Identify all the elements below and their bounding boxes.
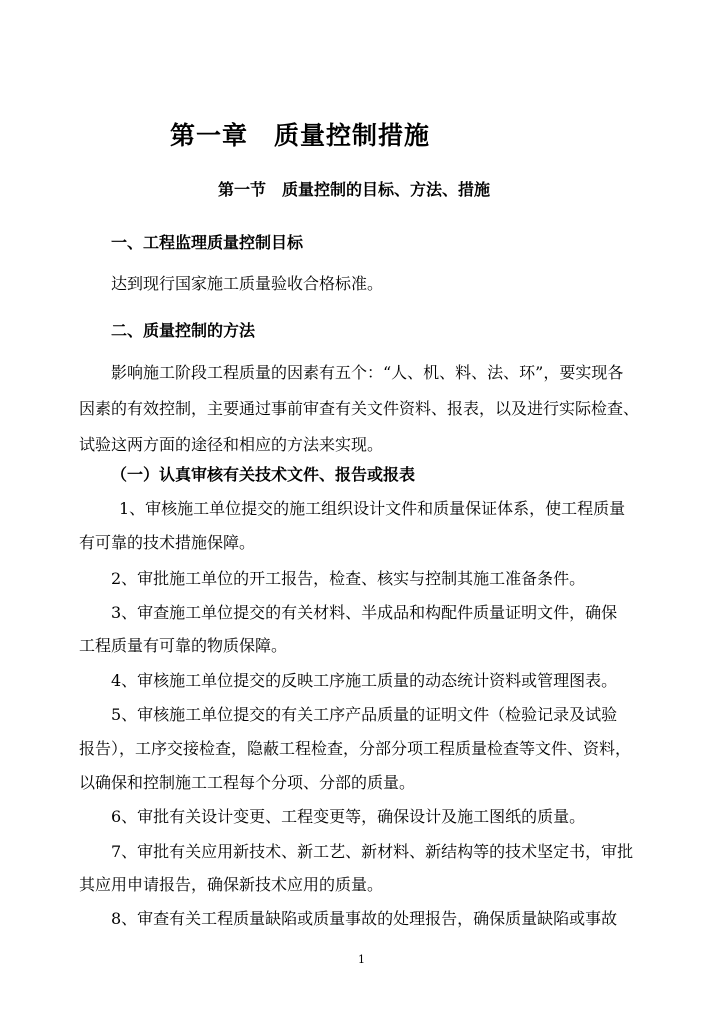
item-line: 6、审批有关设计变更、工程变更等，确保设计及施工图纸的质量。 <box>111 807 586 826</box>
subheading-review: （一）认真审核有关技术文件、报告或报表 <box>111 465 416 484</box>
item-line: 工程质量有可靠的物质保障。 <box>79 636 288 655</box>
item-line: 1、审核施工单位提交的施工组织设计文件和质量保证体系，使工程质量 <box>119 499 626 518</box>
intro-line: 影响施工阶段工程质量的因素有五个：“人、机、料、法、环”，要实现各 <box>111 363 624 382</box>
item-line: 2、审批施工单位的开工报告，检查、核实与控制其施工准备条件。 <box>111 569 586 588</box>
intro-line: 试验这两方面的途径和相应的方法来实现。 <box>79 435 384 454</box>
item-line: 有可靠的技术措施保障。 <box>79 533 256 552</box>
item-line: 4、审核施工单位提交的反映工序施工质量的动态统计资料或管理图表。 <box>111 671 618 690</box>
item-line: 报告），工序交接检查，隐蔽工程检查，分部分项工程质量检查等文件、资料， <box>79 739 632 758</box>
item-line: 5、审核施工单位提交的有关工序产品质量的证明文件（检验记录及试验 <box>111 705 618 724</box>
item-line: 其应用申请报告，确保新技术应用的质量。 <box>79 875 384 894</box>
chapter-title: 第一章 质量控制措施 <box>170 121 431 150</box>
heading-goal: 一、工程监理质量控制目标 <box>111 233 304 252</box>
item-line: 以确保和控制施工工程每个分项、分部的质量。 <box>79 773 416 792</box>
heading-methods: 二、质量控制的方法 <box>111 321 256 340</box>
section-title: 第一节 质量控制的目标、方法、措施 <box>218 180 491 199</box>
item-line: 3、审查施工单位提交的有关材料、半成品和构配件质量证明文件，确保 <box>111 603 618 622</box>
item-line: 8、审查有关工程质量缺陷或质量事故的处理报告，确保质量缺陷或事故 <box>111 909 618 928</box>
intro-line: 因素的有效控制，主要通过事前审查有关文件资料、报表，以及进行实际检查、 <box>79 399 640 418</box>
item-line: 7、审批有关应用新技术、新工艺、新材料、新结构等的技术坚定书，审批 <box>111 842 634 861</box>
page-number: 1 <box>358 953 365 966</box>
goal-text: 达到现行国家施工质量验收合格标准。 <box>111 274 384 293</box>
